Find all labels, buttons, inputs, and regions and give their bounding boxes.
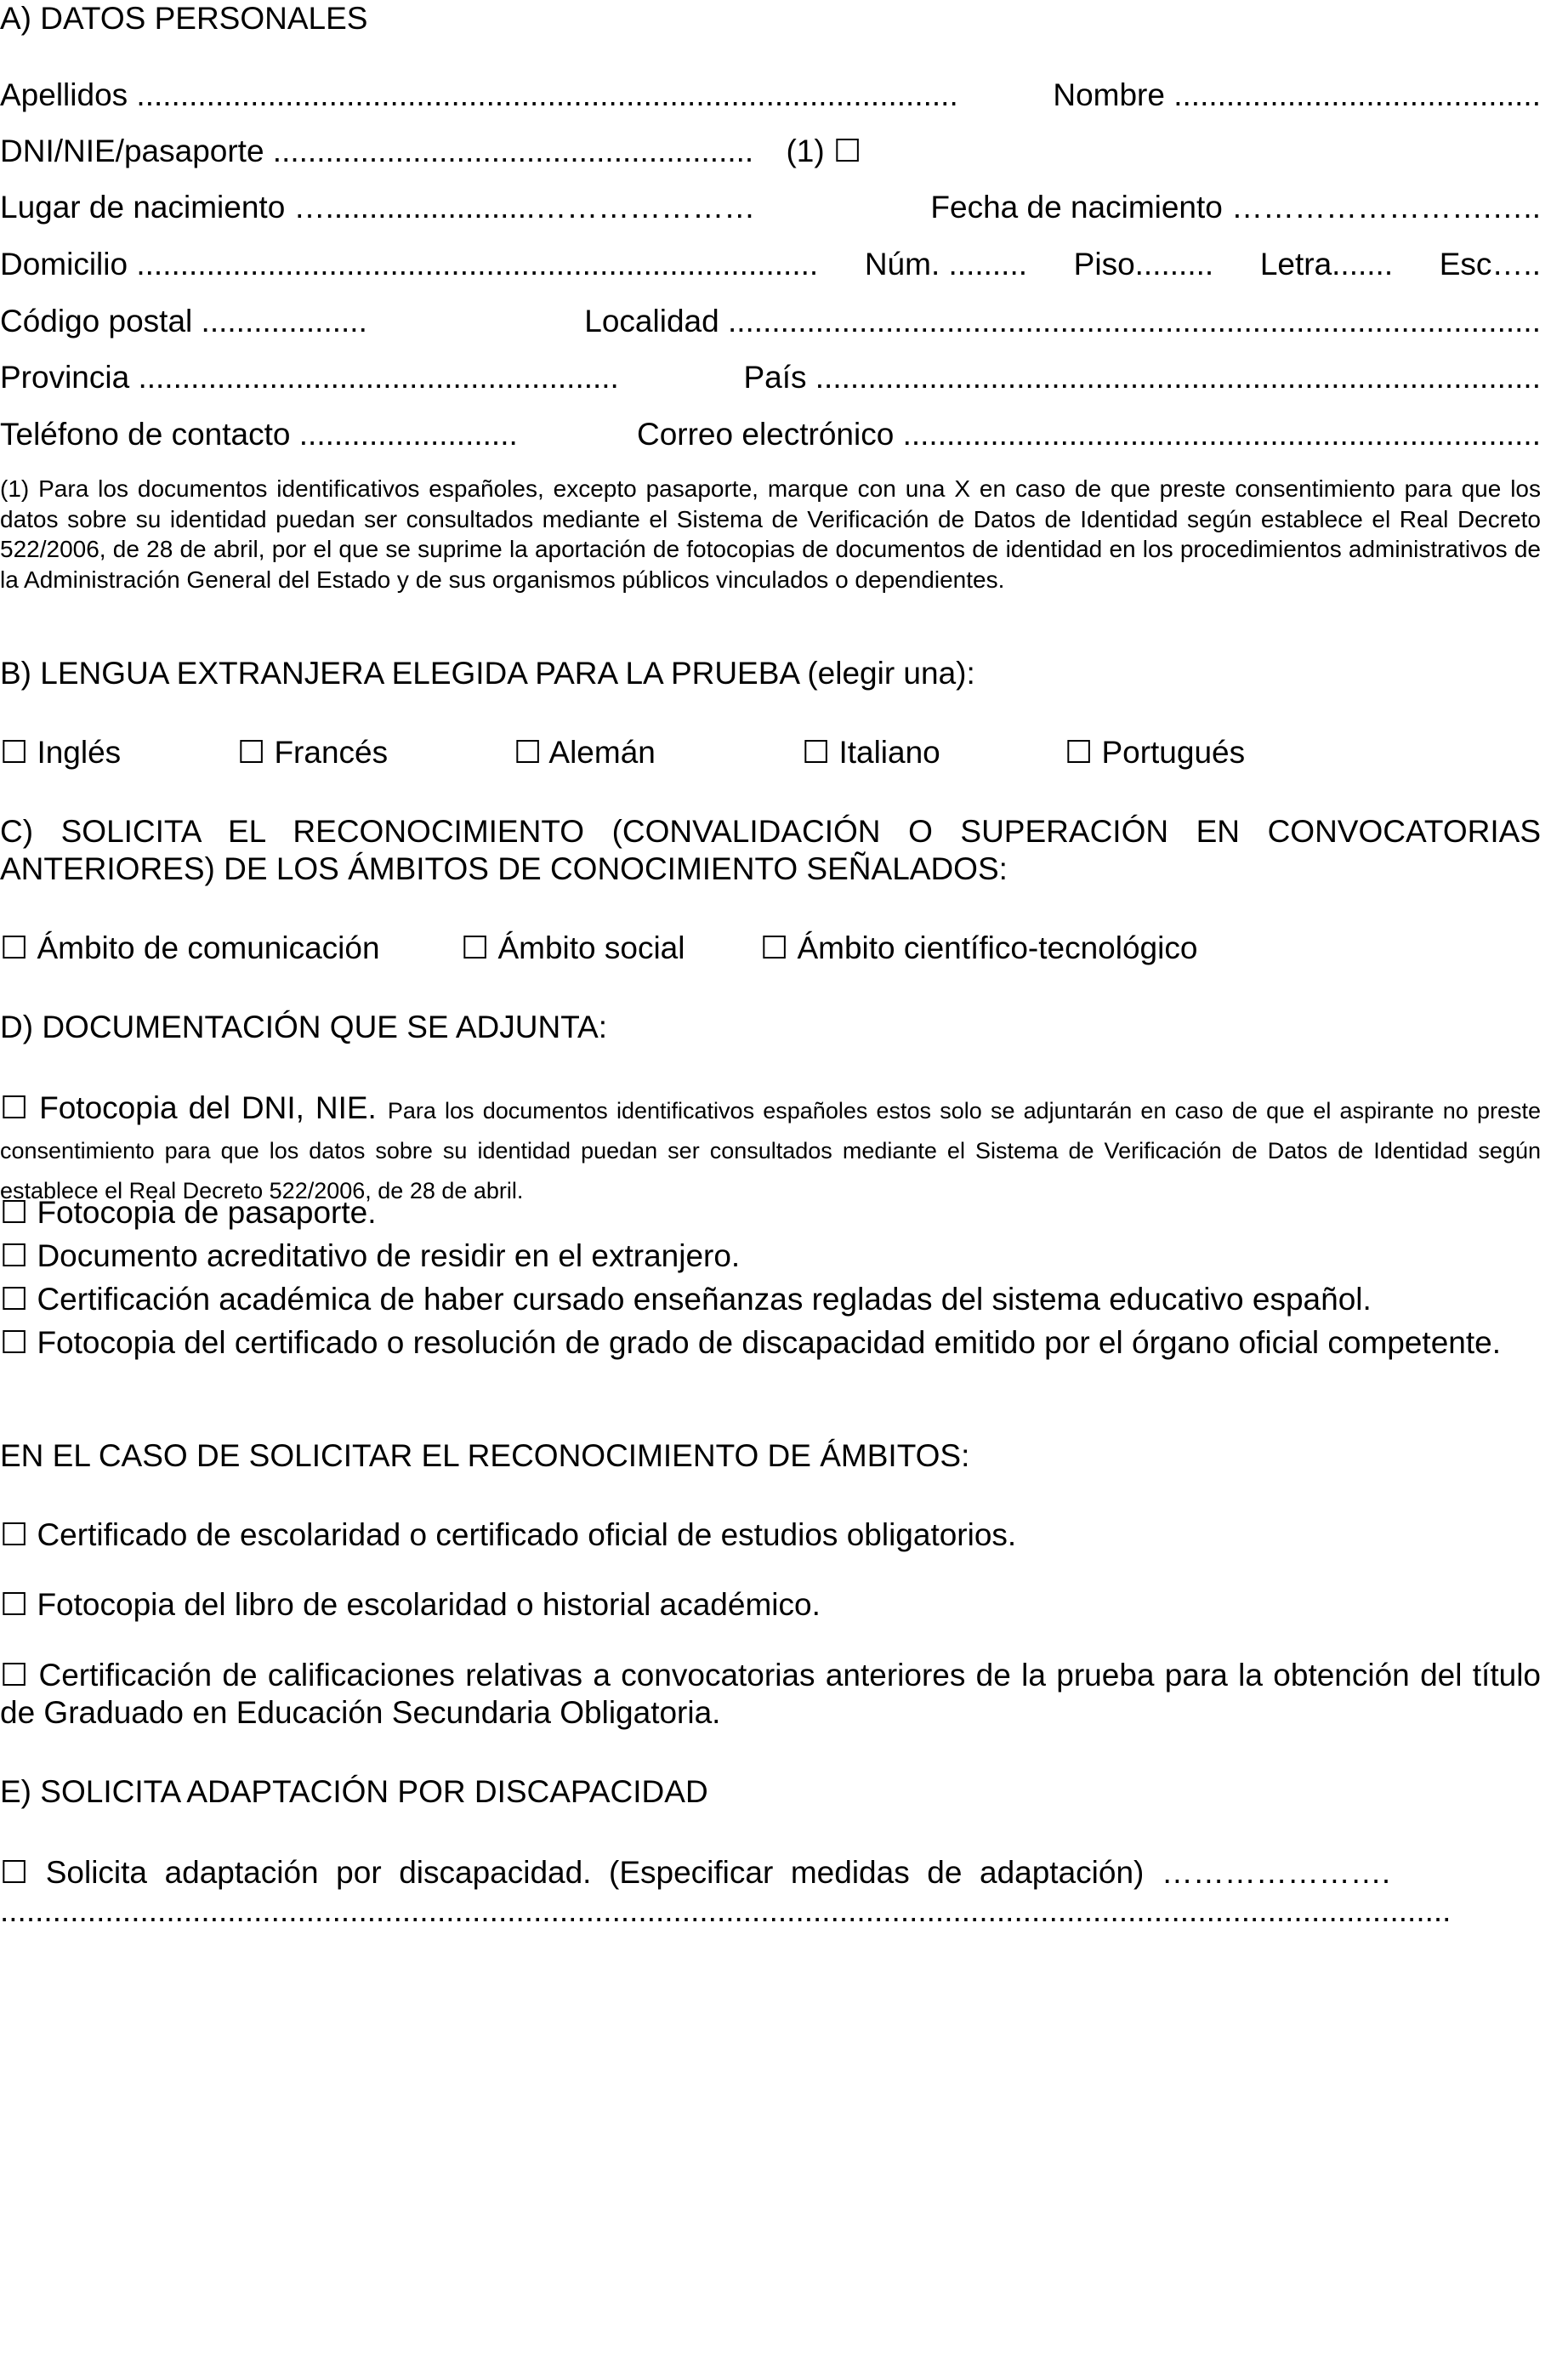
telefono-field[interactable]: Teléfono de contacto ......................... (0, 417, 518, 452)
section-b-heading: B) LENGUA EXTRANJERA ELEGIDA PARA LA PRUEBA (elegir una): (0, 656, 975, 691)
letra-field[interactable]: Letra....... (1259, 247, 1394, 282)
ambitos-certificado-escolaridad[interactable]: ☐ Certificado de escolaridad o certificado oficial de estudios obligatorios. (0, 1517, 1017, 1552)
row-codigo-postal (0, 303, 1541, 340)
row-apellidos-nombre (0, 77, 1541, 114)
option-frances[interactable]: ☐ Francés (237, 735, 389, 770)
doc-dni-block (0, 1089, 1541, 1209)
domicilio-field[interactable]: Domicilio .............................................................................. (0, 247, 819, 282)
fecha-nacimiento-field[interactable]: Fecha de nacimiento …………………….….. (930, 190, 1541, 225)
dni-field[interactable]: DNI/NIE/pasaporte ....................................................... (0, 134, 754, 168)
option-portugues[interactable]: ☐ Portugués (1065, 735, 1246, 770)
localidad-field[interactable]: Localidad ............................................................................................. (584, 304, 1541, 339)
num-field[interactable]: Núm. ......... (864, 247, 1028, 282)
doc-dni-note: Para los documentos identificativos españoles estos solo se adjuntarán en caso de que el aspirante no preste consentimiento para que los datos sobre su identidad puedan ser consultados mediante el Sistema de Verificación de Datos de Identidad según establece el Real Decreto 522/2006, de 28 de abril. (0, 1098, 1542, 1203)
doc-residencia[interactable]: ☐ Documento acreditativo de residir en el extranjero. (0, 1238, 741, 1273)
codigo-postal-field[interactable]: Código postal ................... (0, 304, 367, 339)
row-domicilio (0, 246, 1541, 283)
row-telefono (0, 416, 1541, 453)
adaptacion-dots-line[interactable]: ...................................................................................................................................................................... (0, 1893, 1452, 1928)
section-a-heading: A) DATOS PERSONALES (0, 1, 368, 36)
ambitos-heading: EN EL CASO DE SOLICITAR EL RECONOCIMIENTO DE ÁMBITOS: (0, 1438, 970, 1473)
option-ambito-social[interactable]: ☐ Ámbito social (461, 930, 685, 965)
option-aleman[interactable]: ☐ Alemán (514, 735, 656, 770)
row-provincia (0, 359, 1541, 396)
footnote-1: (1) Para los documentos identificativos españoles, excepto pasaporte, marque con una X en caso de que preste consentimiento para que los datos sobre su identidad puedan ser consultados mediante el Sistema de Verificación de Datos de Identidad según establece el Real Decreto 522/2006, de 28 de abril, por el que se suprime la aportación de fotocopias de documentos de identidad en los procedimientos administrativos de la Administración General del Estado y de sus organismos públicos vinculados o dependientes. (0, 475, 1541, 593)
option-ingles[interactable]: ☐ Inglés (0, 735, 122, 770)
dni-consent-checkbox[interactable]: (1) ☐ (786, 134, 862, 168)
nombre-field[interactable]: Nombre .......................................... (1053, 77, 1541, 112)
option-ambito-cientifico[interactable]: ☐ Ámbito científico-tecnológico (760, 930, 1198, 965)
doc-pasaporte[interactable]: ☐ Fotocopia de pasaporte. (0, 1195, 377, 1230)
correo-field[interactable]: Correo electrónico ......................................................................... (636, 417, 1541, 452)
ambitos-libro-escolaridad[interactable]: ☐ Fotocopia del libro de escolaridad o historial académico. (0, 1587, 821, 1622)
doc-certificacion-academica[interactable]: ☐ Certificación académica de haber cursado enseñanzas regladas del sistema educativo español. (0, 1282, 1372, 1317)
section-c-heading: C) SOLICITA EL RECONOCIMIENTO (CONVALIDACIÓN O SUPERACIÓN EN CONVOCATORIAS ANTERIORES) DE LOS ÁMBITOS DE CONOCIMIENTO SEÑALADOS: (0, 814, 1541, 886)
option-italiano[interactable]: ☐ Italiano (802, 735, 940, 770)
section-d-heading: D) DOCUMENTACIÓN QUE SE ADJUNTA: (0, 1010, 608, 1044)
row-dni (0, 133, 1541, 170)
esc-field[interactable]: Esc….. (1439, 247, 1541, 282)
pais-field[interactable]: País ................................................................................... (743, 360, 1541, 395)
apellidos-field[interactable]: Apellidos .............................................................................................. (0, 77, 958, 112)
lugar-nacimiento-field[interactable]: Lugar de nacimiento …........................………………… (0, 190, 756, 225)
doc-discapacidad[interactable]: ☐ Fotocopia del certificado o resolución de grado de discapacidad emitido por el órgano oficial competente. (0, 1325, 1501, 1360)
option-ambito-comunicacion[interactable]: ☐ Ámbito de comunicación (0, 930, 380, 965)
section-e-heading: E) SOLICITA ADAPTACIÓN POR DISCAPACIDAD (0, 1774, 708, 1809)
doc-dni-checkbox[interactable]: ☐ Fotocopia del DNI, NIE. (0, 1090, 377, 1125)
row-nacimiento (0, 189, 1541, 226)
piso-field[interactable]: Piso......... (1073, 247, 1214, 282)
adaptacion-checkbox[interactable]: ☐ Solicita adaptación por discapacidad. (Especificar medidas de adaptación) …………………. (0, 1855, 1391, 1890)
provincia-field[interactable]: Provincia ....................................................... (0, 360, 619, 395)
ambitos-certificacion-calificaciones[interactable]: ☐ Certificación de calificaciones relativas a convocatorias anteriores de la prueba para la obtención del título de Graduado en Educación Secundaria Obligatoria. (0, 1658, 1541, 1730)
